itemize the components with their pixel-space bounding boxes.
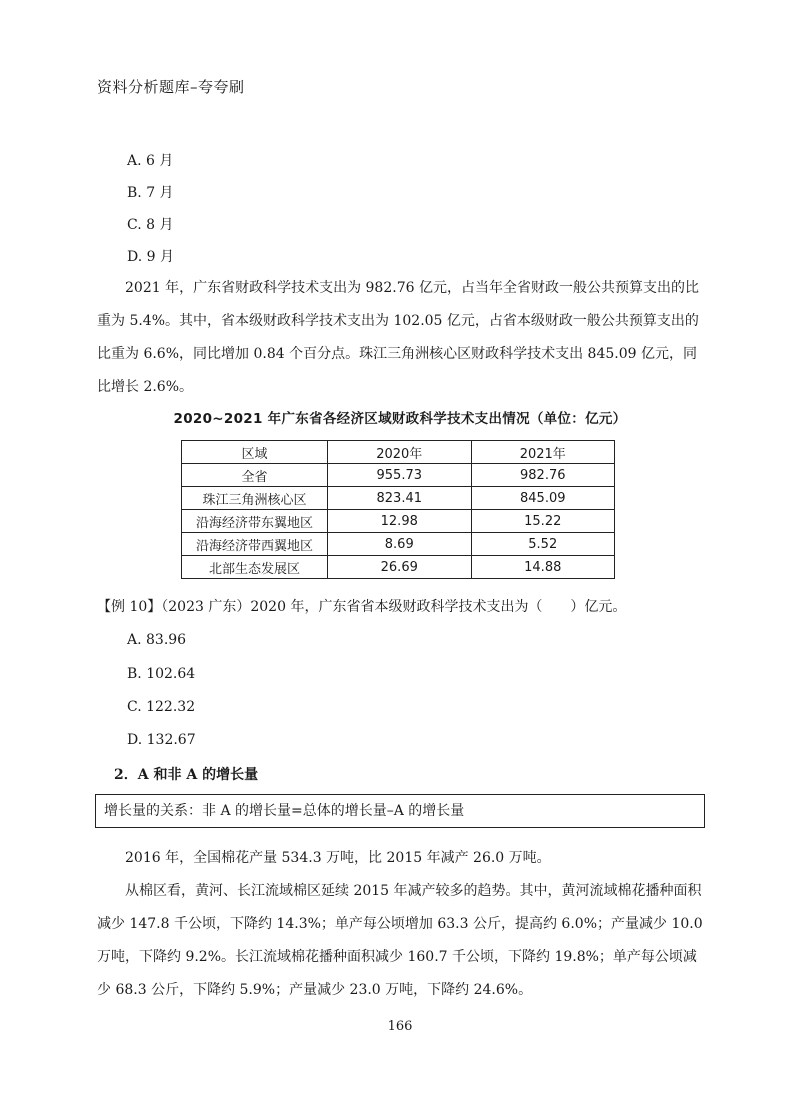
table-cell: 8.69	[328, 533, 472, 556]
table-row	[182, 510, 615, 533]
example-option-a: A. 83.96	[127, 632, 187, 648]
table-title: 2020~2021 年广东省各经济区域财政科学技术支出情况（单位：亿元）	[173, 411, 627, 427]
header-cell: 2021年	[471, 441, 615, 464]
table-cell: 5.52	[471, 533, 615, 556]
header-cell: 区域	[182, 441, 328, 464]
table-cell: 全省	[182, 464, 328, 487]
option-c: C. 8 月	[127, 217, 174, 233]
example-option-c: C. 122.32	[127, 699, 196, 715]
material-paragraph-cotton-regions	[97, 875, 709, 1007]
table-cell: 沿海经济带西翼地区	[182, 533, 328, 556]
option-a: A. 6 月	[127, 153, 174, 169]
example-tag: 【例 10】	[97, 599, 162, 615]
header-cell: 2020年	[328, 441, 472, 464]
table-cell: 珠江三角洲核心区	[182, 487, 328, 510]
table-row	[182, 464, 615, 487]
page-header: 资料分析题库–夸夸刷	[97, 78, 245, 96]
table-cell: 14.88	[471, 556, 615, 579]
material-paragraph-finance	[97, 272, 709, 404]
material-paragraph-cotton-total	[97, 842, 709, 875]
table-row	[182, 533, 615, 556]
example-source: （2023 广东）	[161, 599, 251, 615]
table-cell: 823.41	[328, 487, 472, 510]
option-d: D. 9 月	[127, 249, 174, 265]
table-cell: 北部生态发展区	[182, 556, 328, 579]
paragraph-text: 从棉区看，黄河、长江流域棉区延续 2015 年减产较多的趋势。其中，黄河流域棉花播种面积减少 147.8 千公顷，下降约 14.3%；单产每公顷增加 63.3 公斤，提高约 6.0%；产量减少 10.0 万吨，下降约 9.2%。长江流域棉花播种面积减少 160.7 千公顷，下降约 19.8%；单产每公顷减少 68.3 公斤，下降约 5.9%；产量减少 23.0 万吨，下降约 24.6%。	[97, 883, 703, 998]
table-cell: 845.09	[471, 487, 615, 510]
section-title: 2．A 和非 A 的增长量	[114, 767, 259, 783]
formula-box: 增长量的关系：非 A 的增长量=总体的增长量–A 的增长量	[95, 794, 705, 828]
example-option-b: B. 102.64	[127, 666, 196, 682]
table-cell: 26.69	[328, 556, 472, 579]
table-row	[182, 487, 615, 510]
table-header-row	[182, 441, 615, 464]
table-cell: 沿海经济带东翼地区	[182, 510, 328, 533]
example-option-d: D. 132.67	[127, 732, 196, 748]
table-cell: 15.22	[471, 510, 615, 533]
table-cell: 955.73	[328, 464, 472, 487]
table-row	[182, 556, 615, 579]
paragraph-text: 2016 年，全国棉花产量 534.3 万吨，比 2015 年减产 26.0 万吨。	[125, 850, 551, 866]
example-10-question	[97, 596, 626, 616]
data-table	[181, 440, 615, 579]
table-cell: 982.76	[471, 464, 615, 487]
example-stem: 2020 年，广东省省本级财政科学技术支出为（ ）亿元。	[250, 599, 627, 615]
page-number: 166	[387, 1019, 413, 1034]
table-cell: 12.98	[328, 510, 472, 533]
option-b: B. 7 月	[127, 185, 174, 201]
paragraph-text: 2021 年，广东省财政科学技术支出为 982.76 亿元，占当年全省财政一般公共预算支出的比重为 5.4%。其中，省本级财政科学技术支出为 102.05 亿元，占省本级财政一般公共预算支出的比重为 6.6%，同比增加 0.84 个百分点。珠江三角洲核心区财政科学技术支出 845.09 亿元，同比增长 2.6%。	[97, 280, 699, 395]
